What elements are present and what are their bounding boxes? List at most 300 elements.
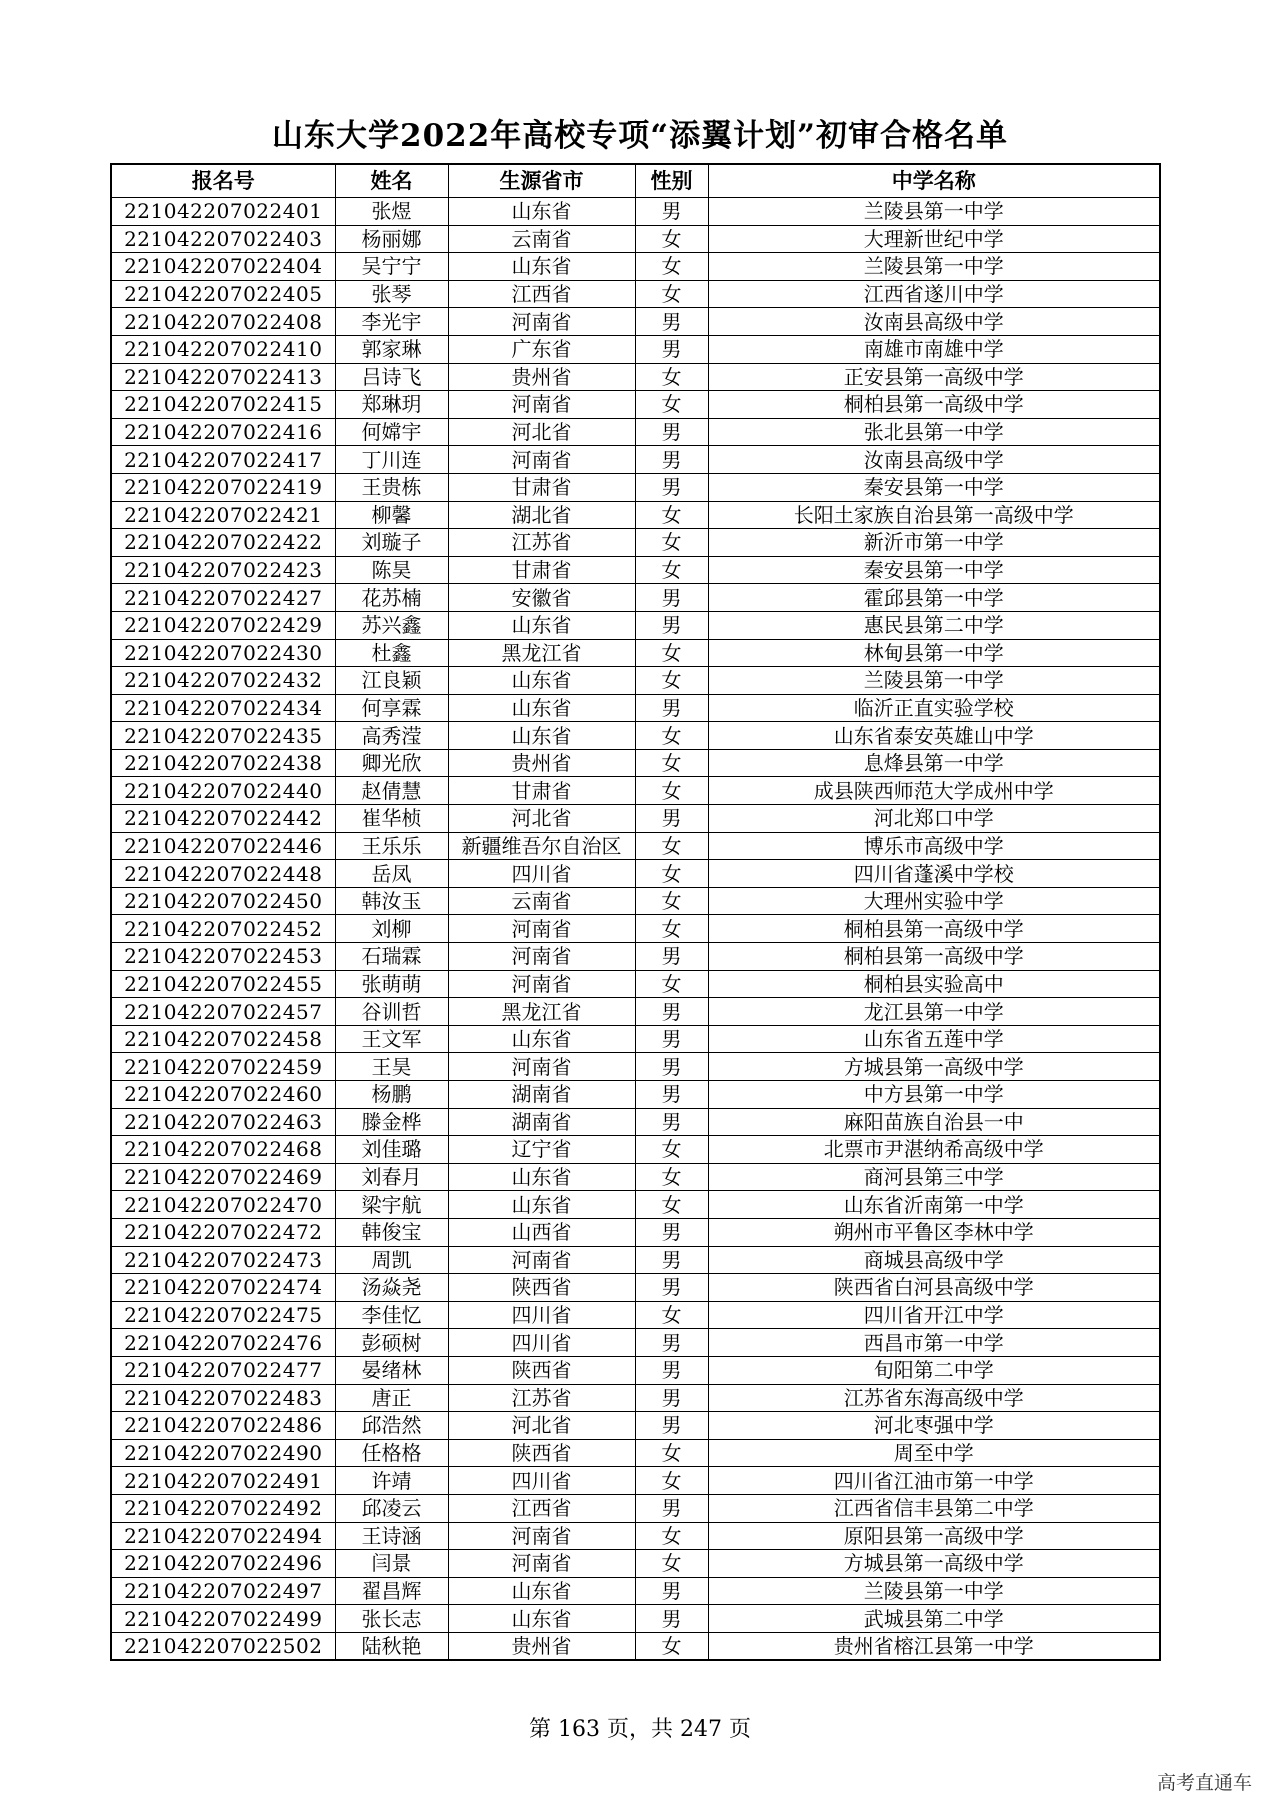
province-cell: 山东省: [448, 1605, 635, 1633]
name-cell: 滕金桦: [335, 1108, 448, 1136]
school-cell: 山东省沂南第一中学: [708, 1191, 1160, 1219]
registration-number-cell: 221042207022457: [111, 998, 335, 1026]
school-cell: 正安县第一高级中学: [708, 363, 1160, 391]
name-cell: 张萌萌: [335, 970, 448, 998]
name-cell: 杜鑫: [335, 639, 448, 667]
school-cell: 江苏省东海高级中学: [708, 1384, 1160, 1412]
school-cell: 四川省蓬溪中学校: [708, 860, 1160, 888]
gender-cell: 女: [635, 391, 708, 419]
name-cell: 王文军: [335, 1025, 448, 1053]
registration-number-cell: 221042207022435: [111, 722, 335, 750]
province-cell: 河南省: [448, 446, 635, 474]
gender-cell: 女: [635, 529, 708, 557]
school-cell: 方城县第一高级中学: [708, 1550, 1160, 1578]
registration-number-cell: 221042207022442: [111, 805, 335, 833]
province-cell: 山东省: [448, 694, 635, 722]
name-cell: 郭家琳: [335, 335, 448, 363]
school-cell: 中方县第一中学: [708, 1081, 1160, 1109]
school-cell: 汝南县高级中学: [708, 308, 1160, 336]
table-row: [111, 280, 1160, 308]
school-cell: 霍邱县第一中学: [708, 584, 1160, 612]
school-cell: 商河县第三中学: [708, 1163, 1160, 1191]
gender-cell: 女: [635, 253, 708, 281]
gender-cell: 男: [635, 943, 708, 971]
registration-number-cell: 221042207022413: [111, 363, 335, 391]
gender-cell: 女: [635, 1301, 708, 1329]
name-cell: 刘柳: [335, 915, 448, 943]
school-cell: 原阳县第一高级中学: [708, 1522, 1160, 1550]
province-cell: 山东省: [448, 611, 635, 639]
registration-number-cell: 221042207022401: [111, 198, 335, 226]
registration-number-cell: 221042207022452: [111, 915, 335, 943]
province-cell: 江西省: [448, 1494, 635, 1522]
province-cell: 四川省: [448, 1329, 635, 1357]
school-cell: 西昌市第一中学: [708, 1329, 1160, 1357]
school-cell: 南雄市南雄中学: [708, 335, 1160, 363]
table-row: [111, 1522, 1160, 1550]
province-cell: 甘肃省: [448, 777, 635, 805]
name-cell: 谷训哲: [335, 998, 448, 1026]
gender-cell: 男: [635, 1329, 708, 1357]
province-cell: 云南省: [448, 887, 635, 915]
province-cell: 江苏省: [448, 529, 635, 557]
name-cell: 江良颖: [335, 667, 448, 695]
table-row: [111, 363, 1160, 391]
province-cell: 四川省: [448, 860, 635, 888]
table-row: [111, 998, 1160, 1026]
school-cell: 山东省五莲中学: [708, 1025, 1160, 1053]
table-row: [111, 1025, 1160, 1053]
table-row: [111, 418, 1160, 446]
gender-cell: 男: [635, 1081, 708, 1109]
name-cell: 晏绪林: [335, 1356, 448, 1384]
registration-number-cell: 221042207022448: [111, 860, 335, 888]
table-row: [111, 446, 1160, 474]
name-cell: 刘佳璐: [335, 1136, 448, 1164]
province-cell: 河南省: [448, 915, 635, 943]
registration-number-cell: 221042207022419: [111, 473, 335, 501]
school-cell: 长阳土家族自治县第一高级中学: [708, 501, 1160, 529]
school-cell: 河北枣强中学: [708, 1412, 1160, 1440]
name-cell: 何嫦宇: [335, 418, 448, 446]
name-cell: 石瑞霖: [335, 943, 448, 971]
province-cell: 山东省: [448, 1191, 635, 1219]
gender-cell: 女: [635, 1163, 708, 1191]
header-registration-number: 报名号: [111, 164, 335, 198]
table-row: [111, 639, 1160, 667]
registration-number-cell: 221042207022492: [111, 1494, 335, 1522]
table-row: [111, 584, 1160, 612]
gender-cell: 女: [635, 363, 708, 391]
name-cell: 刘璇子: [335, 529, 448, 557]
name-cell: 卿光欣: [335, 749, 448, 777]
name-cell: 韩俊宝: [335, 1218, 448, 1246]
registration-number-cell: 221042207022423: [111, 556, 335, 584]
registration-number-cell: 221042207022497: [111, 1577, 335, 1605]
table-row: [111, 611, 1160, 639]
gender-cell: 女: [635, 970, 708, 998]
name-cell: 刘春月: [335, 1163, 448, 1191]
gender-cell: 男: [635, 694, 708, 722]
name-cell: 周凯: [335, 1246, 448, 1274]
province-cell: 黑龙江省: [448, 639, 635, 667]
school-cell: 贵州省榕江县第一中学: [708, 1632, 1160, 1660]
province-cell: 河北省: [448, 1412, 635, 1440]
school-cell: 山东省泰安英雄山中学: [708, 722, 1160, 750]
header-province: 生源省市: [448, 164, 635, 198]
name-cell: 韩汝玉: [335, 887, 448, 915]
table-row: [111, 1412, 1160, 1440]
gender-cell: 女: [635, 280, 708, 308]
table-row: [111, 1163, 1160, 1191]
gender-cell: 女: [635, 1191, 708, 1219]
gender-cell: 女: [635, 556, 708, 584]
province-cell: 山东省: [448, 667, 635, 695]
table-row: [111, 1494, 1160, 1522]
province-cell: 四川省: [448, 1301, 635, 1329]
table-row: [111, 1356, 1160, 1384]
gender-cell: 女: [635, 749, 708, 777]
registration-number-cell: 221042207022440: [111, 777, 335, 805]
registration-number-cell: 221042207022438: [111, 749, 335, 777]
table-row: [111, 556, 1160, 584]
name-cell: 何享霖: [335, 694, 448, 722]
registration-number-cell: 221042207022405: [111, 280, 335, 308]
registration-number-cell: 221042207022460: [111, 1081, 335, 1109]
registration-number-cell: 221042207022455: [111, 970, 335, 998]
school-cell: 兰陵县第一中学: [708, 253, 1160, 281]
table-row: [111, 1329, 1160, 1357]
table-row: [111, 1274, 1160, 1302]
gender-cell: 男: [635, 998, 708, 1026]
province-cell: 河南省: [448, 308, 635, 336]
table-row: [111, 308, 1160, 336]
table-row: [111, 722, 1160, 750]
table-row: [111, 1053, 1160, 1081]
name-cell: 张长志: [335, 1605, 448, 1633]
province-cell: 山东省: [448, 1025, 635, 1053]
name-cell: 李佳忆: [335, 1301, 448, 1329]
registration-number-cell: 221042207022446: [111, 832, 335, 860]
roster-table: [110, 163, 1161, 1661]
name-cell: 吕诗飞: [335, 363, 448, 391]
registration-number-cell: 221042207022469: [111, 1163, 335, 1191]
school-cell: 大理新世纪中学: [708, 225, 1160, 253]
registration-number-cell: 221042207022421: [111, 501, 335, 529]
province-cell: 甘肃省: [448, 473, 635, 501]
registration-number-cell: 221042207022499: [111, 1605, 335, 1633]
name-cell: 李光宇: [335, 308, 448, 336]
province-cell: 山西省: [448, 1218, 635, 1246]
gender-cell: 男: [635, 1025, 708, 1053]
registration-number-cell: 221042207022403: [111, 225, 335, 253]
table-row: [111, 749, 1160, 777]
school-cell: 旬阳第二中学: [708, 1356, 1160, 1384]
province-cell: 湖南省: [448, 1081, 635, 1109]
school-cell: 江西省遂川中学: [708, 280, 1160, 308]
school-cell: 江西省信丰县第二中学: [708, 1494, 1160, 1522]
gender-cell: 女: [635, 639, 708, 667]
registration-number-cell: 221042207022476: [111, 1329, 335, 1357]
province-cell: 河南省: [448, 391, 635, 419]
province-cell: 安徽省: [448, 584, 635, 612]
registration-number-cell: 221042207022450: [111, 887, 335, 915]
school-cell: 桐柏县实验高中: [708, 970, 1160, 998]
province-cell: 山东省: [448, 722, 635, 750]
name-cell: 岳凤: [335, 860, 448, 888]
school-cell: 四川省开江中学: [708, 1301, 1160, 1329]
gender-cell: 女: [635, 1467, 708, 1495]
registration-number-cell: 221042207022434: [111, 694, 335, 722]
province-cell: 云南省: [448, 225, 635, 253]
school-cell: 兰陵县第一中学: [708, 667, 1160, 695]
gender-cell: 男: [635, 335, 708, 363]
gender-cell: 女: [635, 1550, 708, 1578]
school-cell: 秦安县第一中学: [708, 556, 1160, 584]
province-cell: 贵州省: [448, 749, 635, 777]
school-cell: 临沂正直实验学校: [708, 694, 1160, 722]
gender-cell: 女: [635, 832, 708, 860]
province-cell: 湖北省: [448, 501, 635, 529]
province-cell: 河南省: [448, 970, 635, 998]
gender-cell: 男: [635, 473, 708, 501]
school-cell: 陕西省白河县高级中学: [708, 1274, 1160, 1302]
province-cell: 山东省: [448, 1163, 635, 1191]
table-row: [111, 832, 1160, 860]
province-cell: 山东省: [448, 253, 635, 281]
table-body: [111, 198, 1160, 1661]
table-row: [111, 198, 1160, 226]
registration-number-cell: 221042207022483: [111, 1384, 335, 1412]
province-cell: 黑龙江省: [448, 998, 635, 1026]
province-cell: 河北省: [448, 805, 635, 833]
gender-cell: 男: [635, 1218, 708, 1246]
province-cell: 陕西省: [448, 1356, 635, 1384]
school-cell: 四川省江油市第一中学: [708, 1467, 1160, 1495]
registration-number-cell: 221042207022430: [111, 639, 335, 667]
province-cell: 山东省: [448, 198, 635, 226]
table-row: [111, 529, 1160, 557]
name-cell: 翟昌辉: [335, 1577, 448, 1605]
table-row: [111, 943, 1160, 971]
school-cell: 博乐市高级中学: [708, 832, 1160, 860]
gender-cell: 男: [635, 611, 708, 639]
header-name: 姓名: [335, 164, 448, 198]
school-cell: 汝南县高级中学: [708, 446, 1160, 474]
name-cell: 梁宇航: [335, 1191, 448, 1219]
province-cell: 河北省: [448, 418, 635, 446]
table-row: [111, 887, 1160, 915]
name-cell: 高秀滢: [335, 722, 448, 750]
registration-number-cell: 221042207022417: [111, 446, 335, 474]
province-cell: 新疆维吾尔自治区: [448, 832, 635, 860]
name-cell: 闫景: [335, 1550, 448, 1578]
school-cell: 成县陕西师范大学成州中学: [708, 777, 1160, 805]
gender-cell: 女: [635, 667, 708, 695]
school-cell: 新沂市第一中学: [708, 529, 1160, 557]
gender-cell: 男: [635, 446, 708, 474]
school-cell: 秦安县第一中学: [708, 473, 1160, 501]
gender-cell: 男: [635, 584, 708, 612]
province-cell: 湖南省: [448, 1108, 635, 1136]
school-cell: 惠民县第二中学: [708, 611, 1160, 639]
registration-number-cell: 221042207022470: [111, 1191, 335, 1219]
province-cell: 江苏省: [448, 1384, 635, 1412]
registration-number-cell: 221042207022416: [111, 418, 335, 446]
registration-number-cell: 221042207022432: [111, 667, 335, 695]
gender-cell: 女: [635, 1439, 708, 1467]
page-title: 山东大学2022年高校专项“添翼计划”初审合格名单: [272, 118, 1008, 154]
school-cell: 桐柏县第一高级中学: [708, 915, 1160, 943]
school-cell: 林甸县第一中学: [708, 639, 1160, 667]
gender-cell: 男: [635, 308, 708, 336]
registration-number-cell: 221042207022472: [111, 1218, 335, 1246]
school-cell: 武城县第二中学: [708, 1605, 1160, 1633]
gender-cell: 女: [635, 722, 708, 750]
table-row: [111, 860, 1160, 888]
gender-cell: 男: [635, 1494, 708, 1522]
table-row: [111, 915, 1160, 943]
header-gender: 性别: [635, 164, 708, 198]
province-cell: 贵州省: [448, 1632, 635, 1660]
province-cell: 陕西省: [448, 1274, 635, 1302]
school-cell: 周至中学: [708, 1439, 1160, 1467]
province-cell: 河南省: [448, 1246, 635, 1274]
school-cell: 朔州市平鲁区李林中学: [708, 1218, 1160, 1246]
gender-cell: 男: [635, 1356, 708, 1384]
gender-cell: 男: [635, 418, 708, 446]
registration-number-cell: 221042207022410: [111, 335, 335, 363]
gender-cell: 女: [635, 860, 708, 888]
table-row: [111, 805, 1160, 833]
page-number: 第 163 页，共 247 页: [529, 1717, 751, 1742]
header-school: 中学名称: [708, 164, 1160, 198]
school-cell: 桐柏县第一高级中学: [708, 943, 1160, 971]
table-row: [111, 1467, 1160, 1495]
registration-number-cell: 221042207022494: [111, 1522, 335, 1550]
name-cell: 郑琳玥: [335, 391, 448, 419]
name-cell: 王昊: [335, 1053, 448, 1081]
name-cell: 邱浩然: [335, 1412, 448, 1440]
school-cell: 桐柏县第一高级中学: [708, 391, 1160, 419]
province-cell: 广东省: [448, 335, 635, 363]
registration-number-cell: 221042207022453: [111, 943, 335, 971]
table-row: [111, 1550, 1160, 1578]
table-row: [111, 1632, 1160, 1660]
gender-cell: 女: [635, 1522, 708, 1550]
table-row: [111, 1081, 1160, 1109]
gender-cell: 男: [635, 1246, 708, 1274]
gender-cell: 女: [635, 887, 708, 915]
gender-cell: 男: [635, 805, 708, 833]
registration-number-cell: 221042207022502: [111, 1632, 335, 1660]
registration-number-cell: 221042207022429: [111, 611, 335, 639]
gender-cell: 男: [635, 1053, 708, 1081]
province-cell: 四川省: [448, 1467, 635, 1495]
table-row: [111, 694, 1160, 722]
table-row: [111, 1384, 1160, 1412]
name-cell: 陆秋艳: [335, 1632, 448, 1660]
school-cell: 麻阳苗族自治县一中: [708, 1108, 1160, 1136]
table-row: [111, 1136, 1160, 1164]
name-cell: 花苏楠: [335, 584, 448, 612]
table-row: [111, 970, 1160, 998]
school-cell: 息烽县第一中学: [708, 749, 1160, 777]
table-row: [111, 1218, 1160, 1246]
registration-number-cell: 221042207022474: [111, 1274, 335, 1302]
name-cell: 张琴: [335, 280, 448, 308]
table-header-row: [111, 164, 1160, 198]
name-cell: 崔华桢: [335, 805, 448, 833]
registration-number-cell: 221042207022459: [111, 1053, 335, 1081]
registration-number-cell: 221042207022475: [111, 1301, 335, 1329]
school-cell: 兰陵县第一中学: [708, 1577, 1160, 1605]
table-row: [111, 1108, 1160, 1136]
table-row: [111, 501, 1160, 529]
name-cell: 许靖: [335, 1467, 448, 1495]
school-cell: 兰陵县第一中学: [708, 198, 1160, 226]
name-cell: 汤焱尧: [335, 1274, 448, 1302]
province-cell: 甘肃省: [448, 556, 635, 584]
name-cell: 王诗涵: [335, 1522, 448, 1550]
gender-cell: 女: [635, 501, 708, 529]
province-cell: 河南省: [448, 1550, 635, 1578]
registration-number-cell: 221042207022468: [111, 1136, 335, 1164]
gender-cell: 女: [635, 777, 708, 805]
school-cell: 方城县第一高级中学: [708, 1053, 1160, 1081]
name-cell: 任格格: [335, 1439, 448, 1467]
name-cell: 杨丽娜: [335, 225, 448, 253]
name-cell: 彭硕树: [335, 1329, 448, 1357]
province-cell: 河南省: [448, 943, 635, 971]
gender-cell: 男: [635, 1577, 708, 1605]
name-cell: 苏兴鑫: [335, 611, 448, 639]
gender-cell: 男: [635, 1274, 708, 1302]
name-cell: 赵倩慧: [335, 777, 448, 805]
name-cell: 杨鹏: [335, 1081, 448, 1109]
gender-cell: 女: [635, 1136, 708, 1164]
registration-number-cell: 221042207022463: [111, 1108, 335, 1136]
registration-number-cell: 221042207022477: [111, 1356, 335, 1384]
table-row: [111, 1577, 1160, 1605]
table-row: [111, 1301, 1160, 1329]
registration-number-cell: 221042207022496: [111, 1550, 335, 1578]
registration-number-cell: 221042207022458: [111, 1025, 335, 1053]
school-cell: 商城县高级中学: [708, 1246, 1160, 1274]
gender-cell: 男: [635, 1412, 708, 1440]
table-row: [111, 1439, 1160, 1467]
registration-number-cell: 221042207022404: [111, 253, 335, 281]
table-row: [111, 777, 1160, 805]
gender-cell: 男: [635, 1384, 708, 1412]
province-cell: 河南省: [448, 1053, 635, 1081]
registration-number-cell: 221042207022490: [111, 1439, 335, 1467]
registration-number-cell: 221042207022422: [111, 529, 335, 557]
table-row: [111, 391, 1160, 419]
table-row: [111, 335, 1160, 363]
gender-cell: 男: [635, 1605, 708, 1633]
table-row: [111, 1246, 1160, 1274]
registration-number-cell: 221042207022473: [111, 1246, 335, 1274]
school-cell: 北票市尹湛纳希高级中学: [708, 1136, 1160, 1164]
table-row: [111, 253, 1160, 281]
registration-number-cell: 221042207022408: [111, 308, 335, 336]
name-cell: 陈昊: [335, 556, 448, 584]
province-cell: 辽宁省: [448, 1136, 635, 1164]
table-row: [111, 473, 1160, 501]
name-cell: 王乐乐: [335, 832, 448, 860]
gender-cell: 女: [635, 225, 708, 253]
